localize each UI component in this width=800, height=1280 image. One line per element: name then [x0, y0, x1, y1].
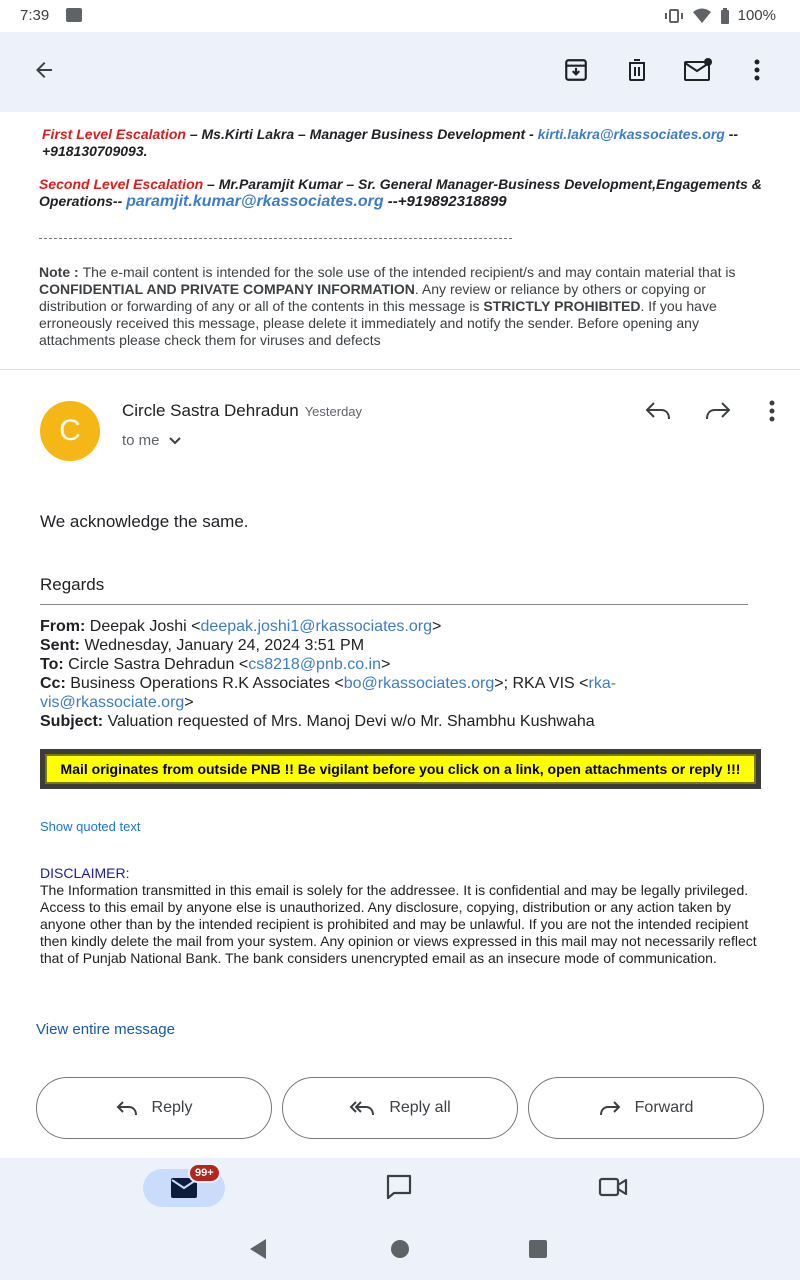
- cc-email-1[interactable]: bo@rkassociates.org: [343, 675, 495, 692]
- message-date: Yesterday: [304, 404, 363, 419]
- to-name: Circle Sastra Dehradun <: [63, 656, 249, 673]
- reply-icon: [116, 1100, 138, 1116]
- confidentiality-note: [39, 264, 763, 349]
- second-escalation-email[interactable]: paramjit.kumar@rkassociates.org: [126, 193, 384, 210]
- triangle-back-icon: [248, 1238, 268, 1260]
- system-recents-button[interactable]: [518, 1229, 558, 1269]
- first-escalation-email[interactable]: kirti.lakra@rkassociates.org: [537, 126, 725, 142]
- sent-label: Sent:: [40, 637, 80, 654]
- more-options-button[interactable]: [737, 50, 777, 90]
- sender-avatar[interactable]: C: [40, 401, 100, 461]
- forward-button-label: Forward: [634, 1099, 694, 1116]
- from-label: From:: [40, 618, 86, 635]
- view-entire-message-link[interactable]: View entire message: [36, 1021, 175, 1038]
- sender-line: [122, 401, 362, 421]
- to-close: >: [381, 656, 391, 673]
- back-button[interactable]: [24, 50, 64, 90]
- note-text-1: The e-mail content is intended for the sole use of the intended recipient/s and may contain material that is: [82, 264, 736, 280]
- to-label: To:: [40, 656, 64, 673]
- reply-button[interactable]: [36, 1077, 272, 1139]
- status-bar: [0, 0, 800, 32]
- note-bold-2: STRICTLY PROHIBITED: [483, 298, 641, 314]
- unread-badge: 99+: [188, 1163, 221, 1183]
- first-escalation: [42, 126, 763, 160]
- forward-icon: [705, 401, 731, 421]
- from-email[interactable]: deepak.joshi1@rkassociates.org: [200, 618, 432, 635]
- second-escalation: [39, 176, 763, 210]
- archive-icon: [563, 57, 589, 83]
- first-escalation-label: First Level Escalation: [42, 126, 186, 142]
- status-right: [664, 7, 776, 24]
- to-row: [40, 655, 760, 674]
- trash-icon: [625, 57, 649, 83]
- video-camera-icon: [598, 1175, 628, 1199]
- image-notification-icon: [66, 8, 82, 22]
- mark-unread-button[interactable]: [678, 50, 718, 90]
- note-label: Note :: [39, 264, 83, 280]
- nav-chat[interactable]: [379, 1167, 419, 1207]
- cc-row: [40, 674, 760, 712]
- sent-value: Wednesday, January 24, 2024 3:51 PM: [80, 637, 365, 654]
- reply-icon: [645, 401, 671, 421]
- show-quoted-text-link[interactable]: Show quoted text: [40, 819, 141, 834]
- chat-icon: [385, 1173, 413, 1201]
- note-text-3: . If you have erroneously received this message, please delete it immediately and notify the sender. Before opening any attachments please check them for viruses and defects: [39, 298, 717, 348]
- to-email[interactable]: cs8218@pnb.co.in: [248, 656, 381, 673]
- escalation-block: [39, 126, 763, 210]
- wifi-icon: [692, 8, 712, 24]
- battery-percent: 100%: [737, 7, 776, 24]
- second-escalation-phone: --+919892318899: [383, 193, 507, 210]
- dashed-separator: [39, 238, 512, 239]
- sender-name[interactable]: Circle Sastra Dehradun: [122, 401, 299, 420]
- more-vert-icon: [754, 59, 760, 81]
- chevron-down-icon: [168, 436, 182, 446]
- first-escalation-text: – Ms.Kirti Lakra – Manager Business Development -: [185, 126, 538, 142]
- reply-all-button[interactable]: [282, 1077, 518, 1139]
- cc-name-2: >; RKA VIS <: [494, 675, 589, 692]
- note-bold-1: CONFIDENTIAL AND PRIVATE COMPANY INFORMATION: [39, 281, 415, 297]
- forward-button[interactable]: [528, 1077, 764, 1139]
- cc-label: Cc:: [40, 675, 66, 692]
- from-close: >: [432, 618, 442, 635]
- recipient-details-toggle[interactable]: [122, 432, 182, 449]
- vibrate-icon: [664, 8, 684, 24]
- reply-all-icon: [349, 1100, 375, 1116]
- battery-icon: [720, 8, 730, 24]
- regards-line: Regards: [40, 575, 105, 594]
- quoted-header: [40, 617, 760, 731]
- delete-button[interactable]: [617, 50, 657, 90]
- from-row: [40, 617, 760, 636]
- subject-row: [40, 712, 760, 731]
- system-home-button[interactable]: [380, 1229, 420, 1269]
- nav-meet[interactable]: [593, 1167, 633, 1207]
- first-escalation-phone: --+918130709093.: [42, 126, 739, 159]
- archive-button[interactable]: [556, 50, 596, 90]
- from-name: Deepak Joshi <: [85, 618, 201, 635]
- external-mail-banner: [40, 749, 761, 789]
- message-divider: [0, 369, 800, 370]
- second-escalation-label: Second Level Escalation: [39, 176, 204, 192]
- sent-row: [40, 636, 760, 655]
- cc-name-1: Business Operations R.K Associates <: [65, 675, 344, 692]
- note-text-2: . Any review or reliance by others or copying or distribution or forwarding of any or all of the contents in this message is: [39, 281, 706, 314]
- forward-icon-button[interactable]: [698, 391, 738, 431]
- reply-button-label: Reply: [151, 1099, 193, 1116]
- cc-close: >: [184, 694, 194, 711]
- message-body-line: We acknowledge the same.: [40, 512, 249, 531]
- more-vert-icon: [769, 400, 775, 422]
- square-recents-icon: [528, 1239, 548, 1259]
- forward-icon: [599, 1100, 621, 1116]
- cc-email-2[interactable]: rka-vis@rkassociate.org: [40, 675, 617, 711]
- mail-unread-icon: [683, 57, 713, 83]
- disclaimer-title: DISCLAIMER:: [40, 865, 130, 881]
- reply-all-button-label: Reply all: [389, 1099, 451, 1116]
- second-escalation-text: – Mr.Paramjit Kumar – Sr. General Manager-Business Development,Engagements & Operations--: [39, 176, 762, 209]
- quoted-separator: [40, 604, 748, 605]
- disclaimer-text: The Information transmitted in this email is solely for the addressee. It is confidential and may be legally privileged. Access to this email by anyone else is unauthorized. Any disclosure, copying, distribution or any action taken by anyone other than by the intended recipient is prohibited and may be unlawful. If you are not the intended recipient then kindly delete the mail from your system. Any opinion or views expressed in this mail may not necessarily reflect that of Punjab National Bank. The bank considers unencrypted email as an insecure mode of communication.: [40, 882, 757, 966]
- disclaimer: [40, 865, 762, 967]
- reply-icon-button[interactable]: [638, 391, 678, 431]
- message-more-button[interactable]: [752, 391, 792, 431]
- top-app-bar: [0, 32, 800, 112]
- system-back-button[interactable]: [238, 1229, 278, 1269]
- subject-label: Subject:: [40, 713, 104, 730]
- recipient-label: to me: [122, 432, 160, 449]
- circle-home-icon: [390, 1239, 410, 1259]
- subject-value: Valuation requested of Mrs. Manoj Devi w/o Mr. Shambhu Kushwaha: [103, 713, 595, 730]
- arrow-back-icon: [32, 58, 56, 82]
- status-time: 7:39: [20, 7, 50, 24]
- external-mail-warning: Mail originates from outside PNB !! Be vigilant before you click on a link, open attachments or reply !!!: [45, 754, 756, 784]
